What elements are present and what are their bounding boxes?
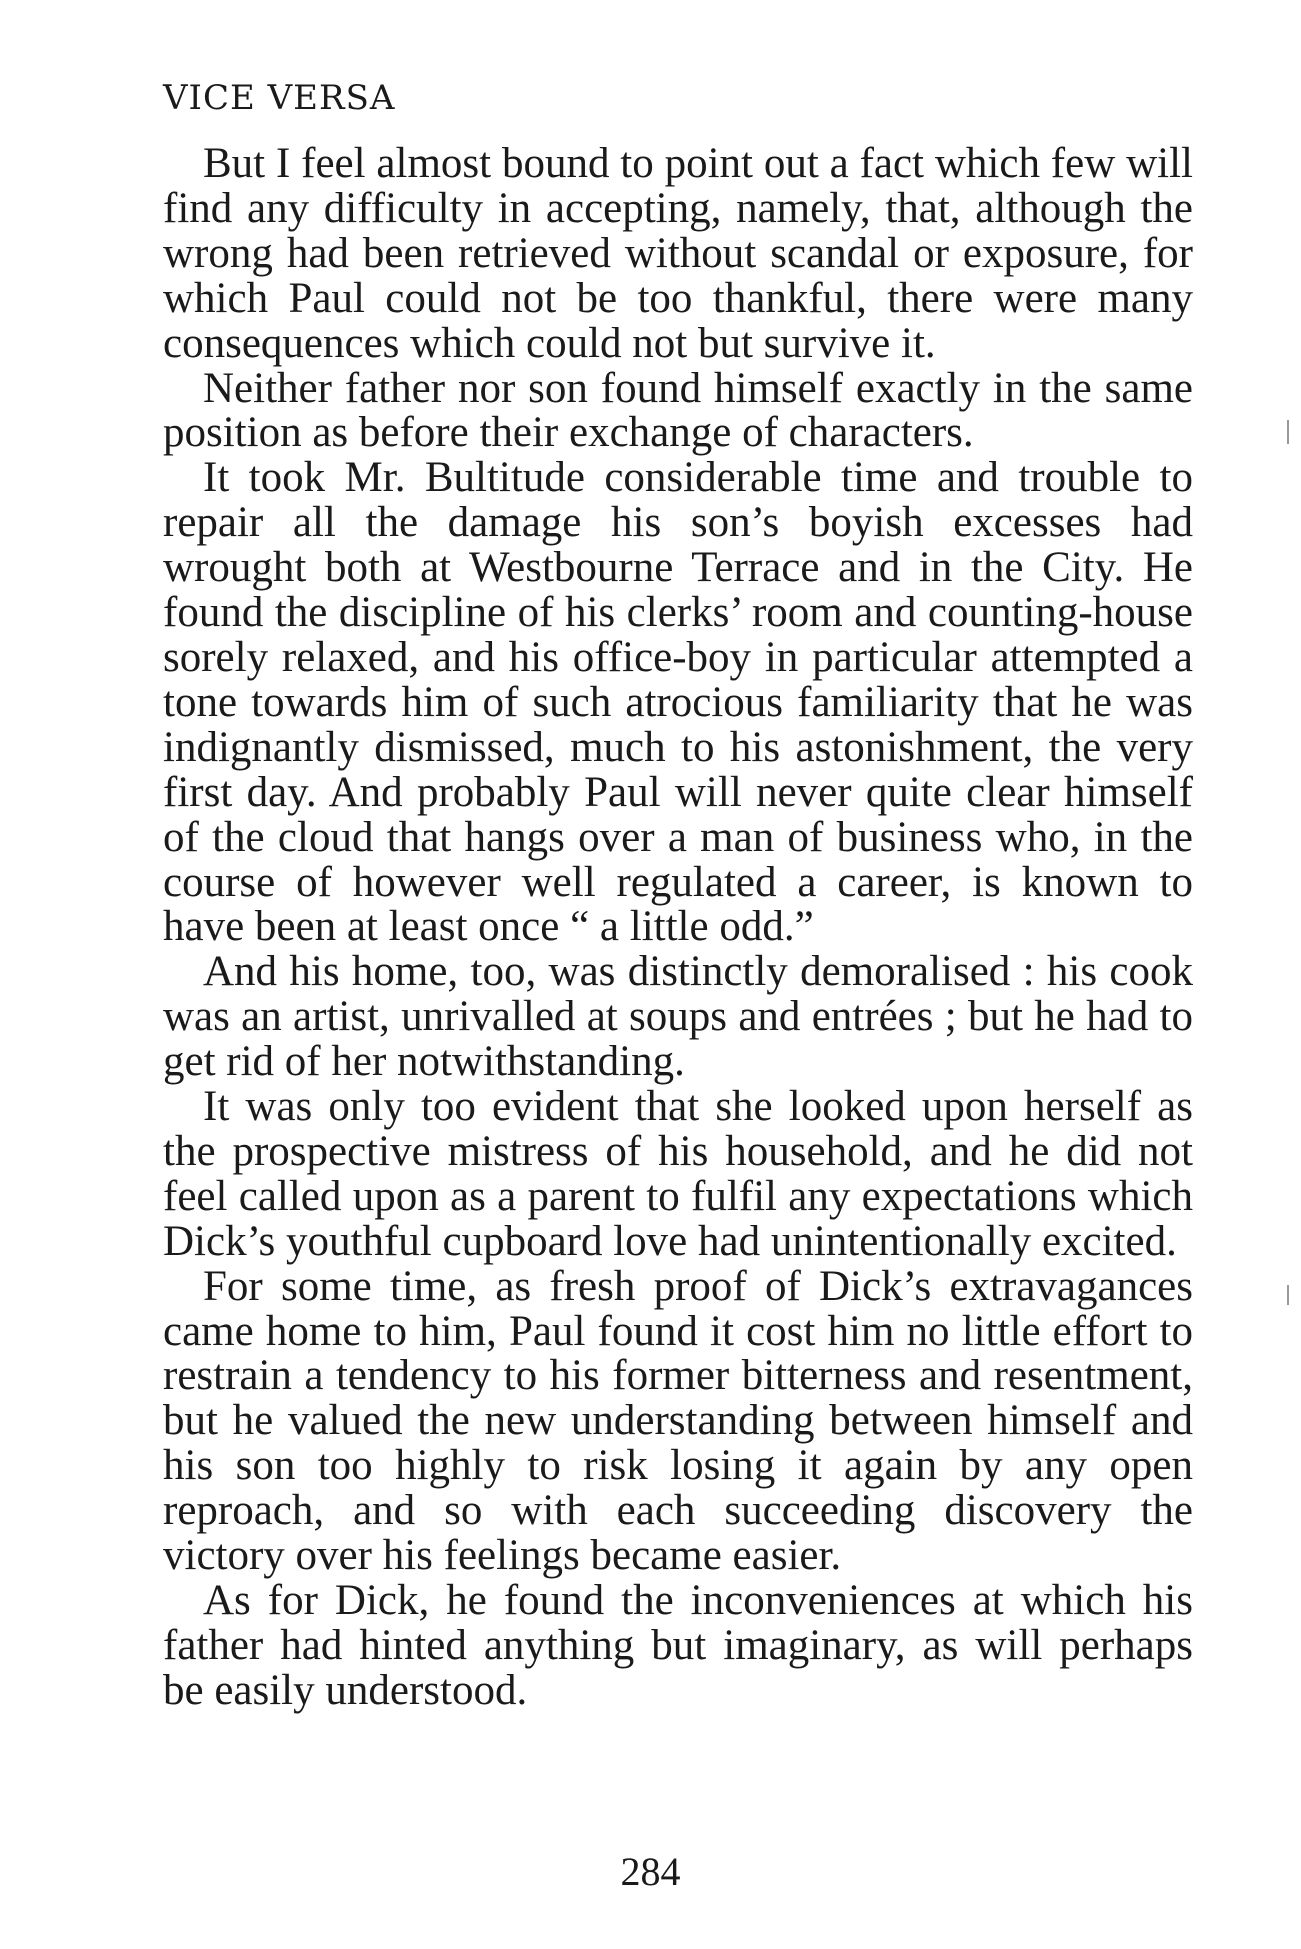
- paragraph-2: Neither father nor son found himself exactly in the same position as before their exchange of characters.: [163, 364, 1193, 457]
- page-edge-mark: [1287, 1285, 1289, 1305]
- paragraph-3: It took Mr. Bultitude considerable time and trouble to repair all the damage his son’s boyish excesses had wrought both at Westbourne Terrace and in the City. He found the discipline of his clerks’ room and counting-house sorely relaxed, and his office-boy in particular attempted a tone towards him of such atrocious familiarity that he was indignantly dismissed, much to his astonishment, the very first day. And probably Paul will never quite clear himself of the cloud that hangs over a man of business who, in the course of however well regulated a career, is known to have been at least once “ a little odd.”: [163, 454, 1193, 951]
- page-edge-mark: [1287, 420, 1289, 444]
- running-head: VICE VERSA: [163, 78, 396, 118]
- paragraph-7: As for Dick, he found the inconveniences at which his father had hinted anything but imaginary, as will perhaps be easily understood.: [163, 1577, 1193, 1714]
- page-number: 284: [620, 1849, 681, 1894]
- paragraph-1: But I feel almost bound to point out a fact which few will find any difficulty in accepting, namely, that, although the wrong had been retrieved without scandal or exposure, for which Paul could not be too thankful, there were many consequences which could not but survive it.: [163, 140, 1193, 367]
- paragraph-6: For some time, as fresh proof of Dick’s extravagances came home to him, Paul found it cost him no little effort to restrain a tendency to his former bitterness and resentment, but he valued the new understanding between himself and his son too highly to risk losing it again by any open reproach, and so with each succeeding discovery the victory over his feelings became easier.: [163, 1262, 1193, 1580]
- paragraph-5: It was only too evident that she looked upon herself as the prospective mistress of his household, and he did not feel called upon as a parent to fulfil any expectations which Dick’s youthful cupboard love had unintentionally excited.: [163, 1083, 1193, 1265]
- body-text: [163, 142, 1193, 1714]
- paragraph-4: And his home, too, was distinctly demoralised : his cook was an artist, unrivalled at soups and entrées ; but he had to get rid of her notwithstanding.: [163, 948, 1193, 1086]
